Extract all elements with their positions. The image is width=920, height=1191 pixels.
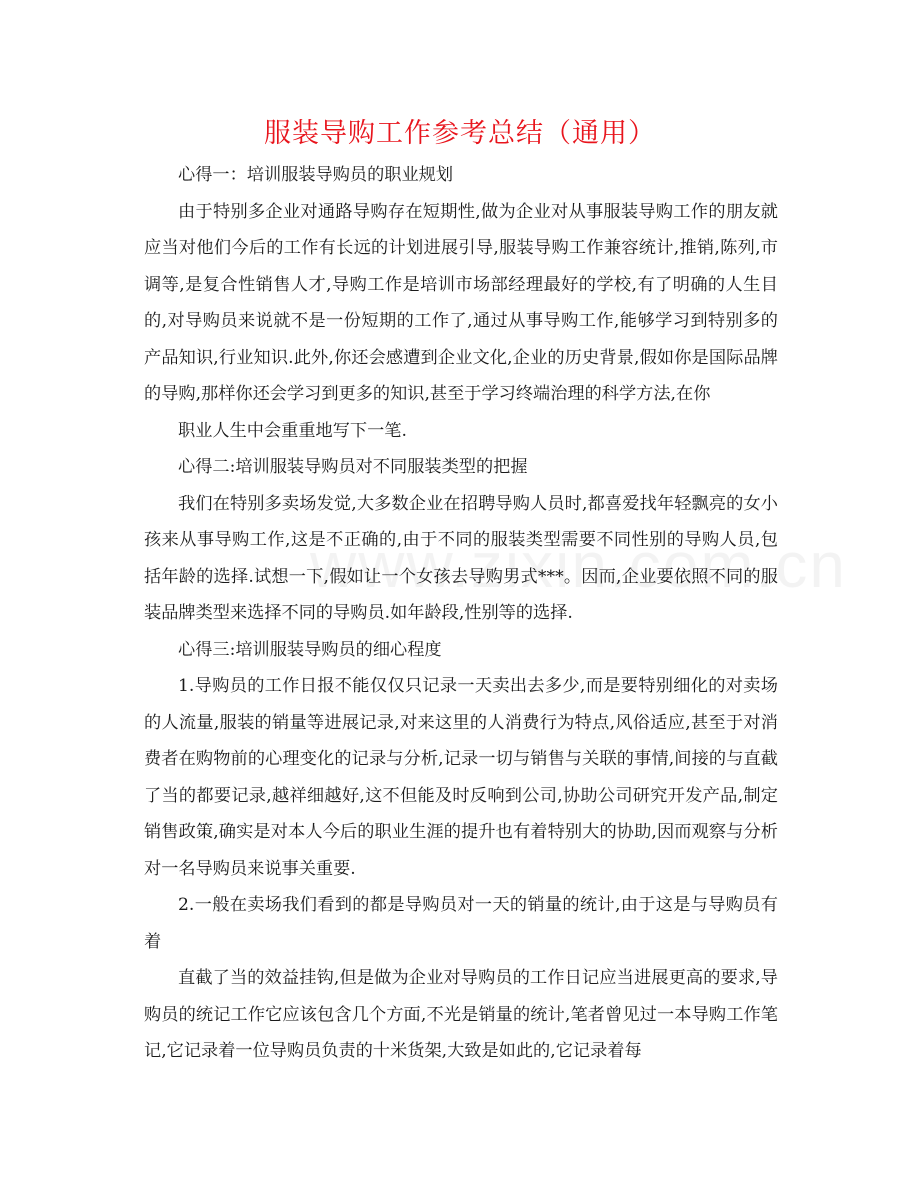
- paragraph: 直截了当的效益挂钩,但是做为企业对导购员的工作日记应当进展更高的要求,导购员的统记工作它应该包含几个方面,不光是销量的统计,笔者曾见过一本导购工作笔记,它记录着一位导购员负责的十米货架,大致是如此的,它记录着每: [144, 968, 778, 1061]
- document-title: 服装导购工作参考总结（通用）: [264, 118, 656, 149]
- section-heading-2: 心得二:培训服装导购员对不同服装类型的把握: [178, 457, 528, 477]
- paragraph: 我们在特别多卖场发觉,大多数企业在招聘导购人员时,都喜爱找年轻飘亮的女小孩来从事导购工作,这是不正确的,由于不同的服装类型需要不同性别的导购人员,包括年龄的选择.试想一下,假如让一个女孩去导购男式***。因而,企业要依照不同的服装品牌类型来选择不同的导购员.如年龄段,性别等的选择.: [144, 493, 778, 623]
- paragraph: 1.导购员的工作日报不能仅仅只记录一天卖出去多少,而是要特别细化的对卖场的人流量,服装的销量等进展记录,对来这里的人消费行为特点,风俗适应,甚至于对消费者在购物前的心理变化的记录与分析,记录一切与销售与关联的事情,间接的与直截了当的都要记录,越祥细越好,这不但能及时反响到公司,协助公司研究开发产品,制定销售政策,确实是对本人今后的职业生涯的提升也有着特别大的协助,因而观察与分析对一名导购员来说事关重要.: [144, 676, 778, 879]
- document-body: [144, 157, 778, 1070]
- section-heading-3: 心得三:培训服装导购员的细心程度: [178, 639, 442, 660]
- paragraph: 职业人生中会重重地写下一笔.: [178, 420, 407, 441]
- paragraph: 2.一般在卖场我们看到的都是导购员对一天的销量的统计,由于这是与导购员有着: [144, 895, 778, 952]
- section-heading-1: 心得一：培训服装导购员的职业规划: [178, 165, 454, 185]
- paragraph: 由于特别多企业对通路导购存在短期性,做为企业对从事服装导购工作的朋友就应当对他们今后的工作有长远的计划进展引导,服装导购工作兼容统计,推销,陈列,市调等,是复合性销售人才,导购工作是培训市场部经理最好的学校,有了明确的人生目的,对导购员来说就不是一份短期的工作了,通过从事导购工作,能够学习到特别多的产品知识,行业知识.此外,你还会感遭到企业文化,企业的历史背景,假如你是国际品牌的导购,那样你还会学习到更多的知识,甚至于学习终端治理的科学方法,在你: [144, 201, 778, 404]
